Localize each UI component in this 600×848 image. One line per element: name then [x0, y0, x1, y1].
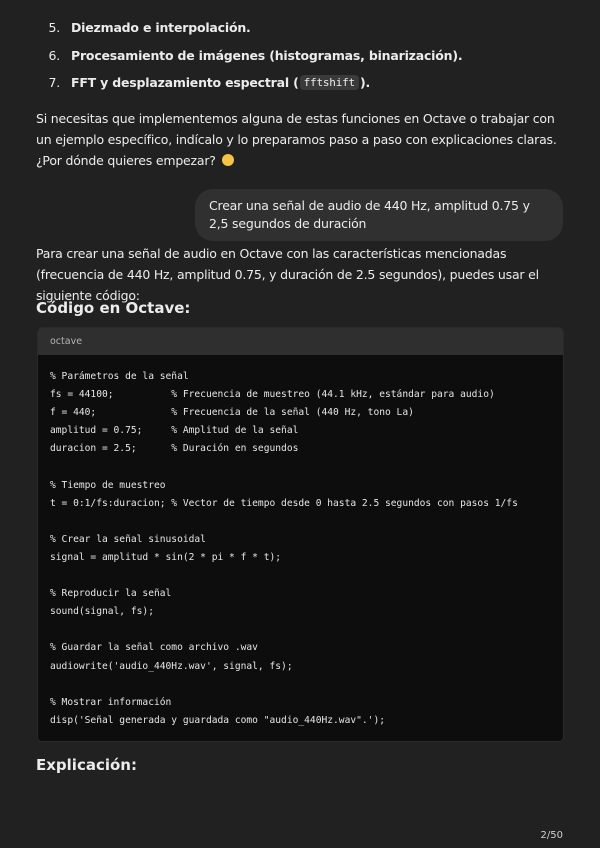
section-heading: Explicación:	[36, 756, 137, 774]
code-line: % Mostrar información	[50, 696, 172, 708]
code-body[interactable]	[38, 355, 563, 730]
code-line: duracion = 2.5; % Duración en segundos	[50, 443, 299, 455]
code-line: % Parámetros de la señal	[50, 371, 189, 382]
code-line	[50, 513, 551, 531]
list-number: 6.	[48, 47, 60, 63]
code-line: disp('Señal generada y guardada como "audio_440Hz.wav".');	[50, 714, 386, 726]
code-block	[37, 327, 564, 742]
inline-code: fftshift	[300, 75, 359, 90]
list-text: Procesamiento de imágenes (histogramas, binarización).	[71, 47, 463, 63]
list-text: Diezmado e interpolación.	[71, 20, 251, 36]
code-line	[50, 676, 551, 694]
code-line: % Tiempo de muestreo	[50, 479, 166, 491]
assistant-paragraph-text: Si necesitas que implementemos alguna de estas funciones en Octave o trabajar con un ejemplo específico, indícalo y lo preparamos paso a paso con explicaciones claras. ¿Por dónde quieres empezar?	[36, 111, 557, 168]
numbered-list	[36, 14, 566, 97]
code-line	[50, 458, 551, 476]
list-item	[36, 69, 566, 97]
list-item	[36, 42, 566, 70]
code-line: t = 0:1/fs:duracion; % Vector de tiempo desde 0 hasta 2.5 segundos con pasos 1/fs	[50, 497, 518, 509]
code-line: audiowrite('audio_440Hz.wav', signal, fs);	[50, 660, 293, 672]
code-line: % Crear la señal sinusoidal	[50, 533, 206, 545]
code-line: fs = 44100; % Frecuencia de muestreo (44.1 kHz, estándar para audio)	[50, 389, 495, 401]
user-message-text: Crear una señal de audio de 440 Hz, amplitud 0.75 y 2,5 segundos de duración	[209, 198, 530, 231]
code-line: signal = amplitud * sin(2 * pi * f * t);	[50, 551, 282, 563]
smiling-face-icon	[222, 154, 234, 166]
assistant-paragraph	[36, 108, 566, 171]
code-line: sound(signal, fs);	[50, 606, 154, 618]
page-indicator: 2/50	[540, 830, 563, 841]
list-text-after: ).	[359, 75, 371, 91]
section-heading: Código en Octave:	[36, 299, 191, 317]
code-line	[50, 621, 551, 639]
code-line: amplitud = 0.75; % Amplitud de la señal	[50, 425, 299, 437]
code-line: % Reproducir la señal	[50, 588, 172, 600]
code-line: % Guardar la señal como archivo .wav	[50, 642, 258, 654]
list-item	[36, 14, 566, 42]
assistant-paragraph: Para crear una señal de audio en Octave con las características mencionadas (frecuencia de 440 Hz, amplitud 0.75, y duración de 2.5 segundos), puedes usar el siguiente código:	[36, 246, 539, 303]
list-number: 7.	[48, 75, 60, 91]
list-text: FFT y desplazamiento espectral (	[71, 75, 299, 91]
code-line: f = 440; % Frecuencia de la señal (440 Hz, tono La)	[50, 407, 414, 419]
code-language-label: octave	[38, 328, 563, 355]
list-number: 5.	[48, 20, 60, 36]
code-line	[50, 567, 551, 585]
user-message-bubble	[195, 189, 563, 241]
